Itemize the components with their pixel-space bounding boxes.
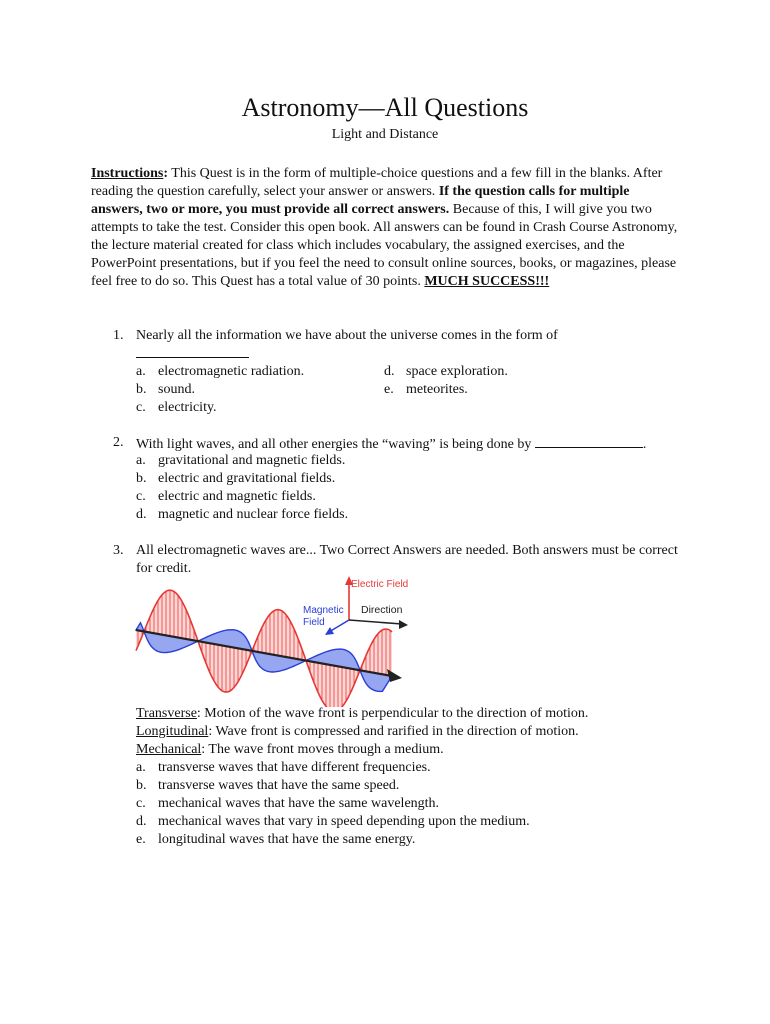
definition-text: : The wave front moves through a medium. bbox=[201, 742, 444, 757]
option-1c[interactable] bbox=[136, 399, 217, 417]
instructions-bold-2: MUCH SUCCESS!!! bbox=[424, 274, 550, 289]
option-letter: c. bbox=[136, 796, 146, 811]
question-2 bbox=[0, 434, 770, 454]
option-text: sound. bbox=[158, 382, 195, 397]
question-number: 1. bbox=[113, 328, 124, 343]
question-number: 2. bbox=[113, 435, 124, 450]
option-letter: d. bbox=[384, 364, 395, 379]
question-number: 3. bbox=[113, 543, 124, 558]
option-3a[interactable] bbox=[136, 759, 431, 777]
option-3d[interactable] bbox=[136, 813, 530, 831]
question-text-line bbox=[136, 434, 681, 454]
question-text: All electromagnetic waves are... Two Correct Answers are needed. Both answers must be correct for credit. bbox=[136, 543, 678, 576]
em-wave-figure bbox=[130, 572, 420, 707]
option-3b[interactable] bbox=[136, 777, 399, 795]
question-text: Nearly all the information we have about the universe comes in the form of bbox=[136, 328, 558, 343]
option-letter: b. bbox=[136, 471, 147, 486]
option-1d[interactable] bbox=[384, 363, 508, 381]
magnetic-axis-arrow bbox=[329, 620, 349, 632]
option-letter: e. bbox=[384, 382, 394, 397]
answer-blank[interactable] bbox=[136, 357, 249, 358]
option-letter: a. bbox=[136, 453, 146, 468]
definition-term: Transverse bbox=[136, 706, 197, 721]
option-text: longitudinal waves that have the same energy. bbox=[158, 832, 416, 847]
electric-field-label: Electric Field bbox=[351, 579, 409, 590]
option-2a[interactable] bbox=[136, 452, 345, 470]
option-text: gravitational and magnetic fields. bbox=[158, 453, 346, 468]
option-text: electric and magnetic fields. bbox=[158, 489, 316, 504]
definition-term: Mechanical bbox=[136, 742, 202, 757]
direction-arrow bbox=[349, 620, 402, 624]
magnetic-axis-arrowhead bbox=[325, 627, 334, 635]
magnetic-field-label-2: Field bbox=[303, 617, 325, 628]
option-letter: a. bbox=[136, 364, 146, 379]
option-1b[interactable] bbox=[136, 381, 195, 399]
option-text: electromagnetic radiation. bbox=[158, 364, 305, 379]
option-text: electricity. bbox=[158, 400, 217, 415]
option-letter: b. bbox=[136, 382, 147, 397]
instructions-colon: : bbox=[163, 166, 169, 181]
option-text: transverse waves that have different frequencies. bbox=[158, 760, 431, 775]
answer-blank[interactable] bbox=[535, 434, 643, 448]
instructions-text-2: Because of this, I will give you two attempts to take the test. Consider this open book. All answers can be found in Crash Course Astronomy, the lecture material created for class which includes vocabulary, the assigned exercises, and the PowerPoint presentations, but if you feel the need to consult online sources, books, or magazines, please feel free to do so. This Quest has a total value of 30 points. bbox=[91, 202, 678, 289]
option-text: mechanical waves that have the same wavelength. bbox=[158, 796, 440, 811]
option-text: mechanical waves that vary in speed depending upon the medium. bbox=[158, 814, 530, 829]
option-letter: d. bbox=[136, 814, 147, 829]
option-2b[interactable] bbox=[136, 470, 335, 488]
option-3c[interactable] bbox=[136, 795, 439, 813]
instructions-text-1: This Quest is in the form of multiple-choice questions and a few fill in the blanks. After reading the question carefully, select your answer or answers. bbox=[91, 166, 663, 199]
option-text: transverse waves that have the same speed. bbox=[158, 778, 400, 793]
option-2d[interactable] bbox=[136, 506, 348, 524]
option-letter: c. bbox=[136, 400, 146, 415]
definition-term: Longitudinal bbox=[136, 724, 209, 739]
definition-transverse bbox=[136, 705, 588, 723]
instructions-bold-1: If the question calls for multiple answers, two or more, you must provide all correct answers. bbox=[91, 184, 630, 217]
option-1a[interactable] bbox=[136, 363, 304, 381]
option-letter: d. bbox=[136, 507, 147, 522]
definition-longitudinal bbox=[136, 723, 579, 741]
direction-label: Direction bbox=[361, 604, 403, 616]
magnetic-field-label-1: Magnetic bbox=[303, 605, 344, 616]
instructions-label: Instructions bbox=[91, 166, 164, 181]
definition-mechanical bbox=[136, 741, 444, 759]
option-3e[interactable] bbox=[136, 831, 415, 849]
page-subtitle: Light and Distance bbox=[331, 127, 439, 142]
direction-arrowhead bbox=[399, 620, 408, 629]
option-text: magnetic and nuclear force fields. bbox=[158, 507, 349, 522]
option-letter: b. bbox=[136, 778, 147, 793]
option-letter: e. bbox=[136, 832, 146, 847]
option-2c[interactable] bbox=[136, 488, 316, 506]
instructions-paragraph bbox=[91, 165, 681, 291]
option-text: space exploration. bbox=[406, 364, 508, 379]
option-text: meteorites. bbox=[406, 382, 468, 397]
page-title: Astronomy—All Questions bbox=[241, 93, 529, 122]
option-letter: c. bbox=[136, 489, 146, 504]
definition-text: : Motion of the wave front is perpendicular to the direction of motion. bbox=[196, 706, 589, 721]
option-1e[interactable] bbox=[384, 381, 468, 399]
question-text-end: . bbox=[642, 437, 647, 452]
option-text: electric and gravitational fields. bbox=[158, 471, 336, 486]
option-letter: a. bbox=[136, 760, 146, 775]
question-text: With light waves, and all other energies the “waving” is being done by bbox=[136, 437, 535, 452]
definition-text: : Wave front is compressed and rarified in the direction of motion. bbox=[208, 724, 579, 739]
